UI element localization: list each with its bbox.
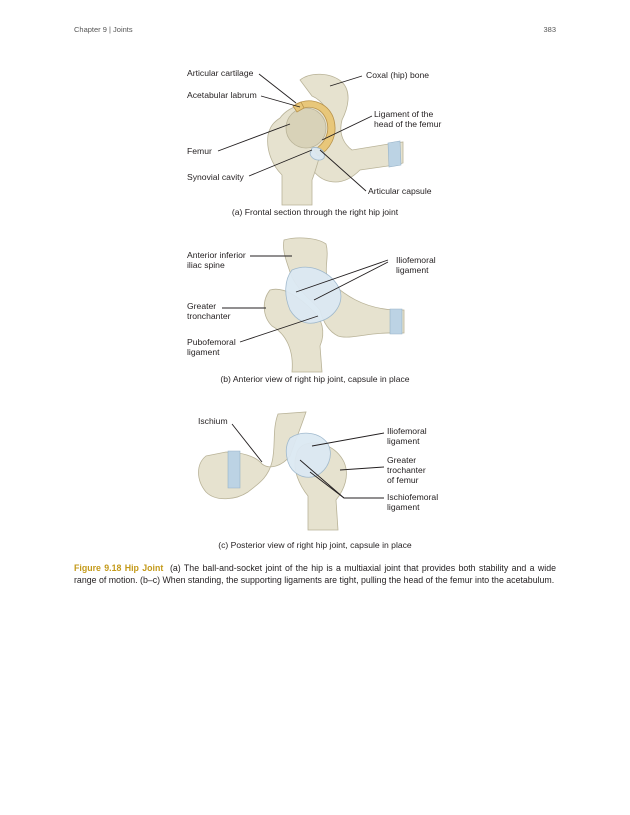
label-iliofemoral-line1-c: Iliofemoral (387, 426, 427, 436)
panel-c-illustration (199, 412, 347, 530)
label-greater-trochanter-line1-b: Greater (187, 301, 217, 311)
label-greater-trochanter-line3-c: of femur (387, 475, 419, 485)
label-ligament-head-line2: head of the femur (374, 119, 442, 129)
panel-b-illustration (264, 238, 404, 372)
label-iliofemoral-line2-b: ligament (396, 265, 429, 275)
label-ischiofemoral-line2: ligament (387, 502, 420, 512)
femoral-head-a (286, 108, 326, 148)
label-iliofemoral-line2-c: ligament (387, 436, 420, 446)
page-number: 383 (543, 25, 556, 34)
pubic-band-b (390, 309, 402, 334)
label-iliofemoral-line1-b: Iliofemoral (396, 255, 436, 265)
label-greater-trochanter-line1-c: Greater (387, 455, 417, 465)
panel-c-caption: (c) Posterior view of right hip joint, capsule in place (218, 540, 412, 550)
figure-caption (74, 562, 556, 586)
label-articular-capsule: Articular capsule (368, 186, 432, 196)
label-synovial-cavity: Synovial cavity (187, 172, 244, 182)
label-acetabular-labrum: Acetabular labrum (187, 90, 257, 100)
panel-a-caption: (a) Frontal section through the right hip joint (231, 207, 399, 217)
label-pubofemoral-line2: ligament (187, 347, 220, 357)
label-greater-trochanter-line2-b: tronchanter (187, 311, 231, 321)
label-ischium: Ischium (198, 416, 228, 426)
label-aiis-line2: iliac spine (187, 260, 225, 270)
label-ischiofemoral-line1: Ischiofemoral (387, 492, 439, 502)
label-ligament-head-line1: Ligament of the (374, 109, 434, 119)
figure-caption-text: (a) The ball-and-socket joint of the hip is a multiaxial joint that provides both stability and a wide range of motion. (b–c) When standing, the supporting ligaments are tight, pulling the head of the femur into the acetabulum. (74, 563, 556, 586)
running-header-chapter: Chapter 9 | Joints (74, 25, 133, 34)
figure-caption-label: Figure 9.18 Hip Joint (74, 563, 164, 573)
label-femur: Femur (187, 146, 212, 156)
panel-b-caption: (b) Anterior view of right hip joint, capsule in place (220, 374, 410, 384)
label-aiis-line1: Anterior inferior (187, 250, 246, 260)
label-coxal-bone: Coxal (hip) bone (366, 70, 430, 80)
ischiofemoral-ligament-shape-c (286, 433, 330, 477)
pubic-band-c (228, 451, 240, 488)
label-articular-cartilage: Articular cartilage (187, 68, 254, 78)
pubic-band-a (388, 141, 401, 167)
label-greater-trochanter-line2-c: trochanter (387, 465, 426, 475)
label-pubofemoral-line1: Pubofemoral (187, 337, 236, 347)
